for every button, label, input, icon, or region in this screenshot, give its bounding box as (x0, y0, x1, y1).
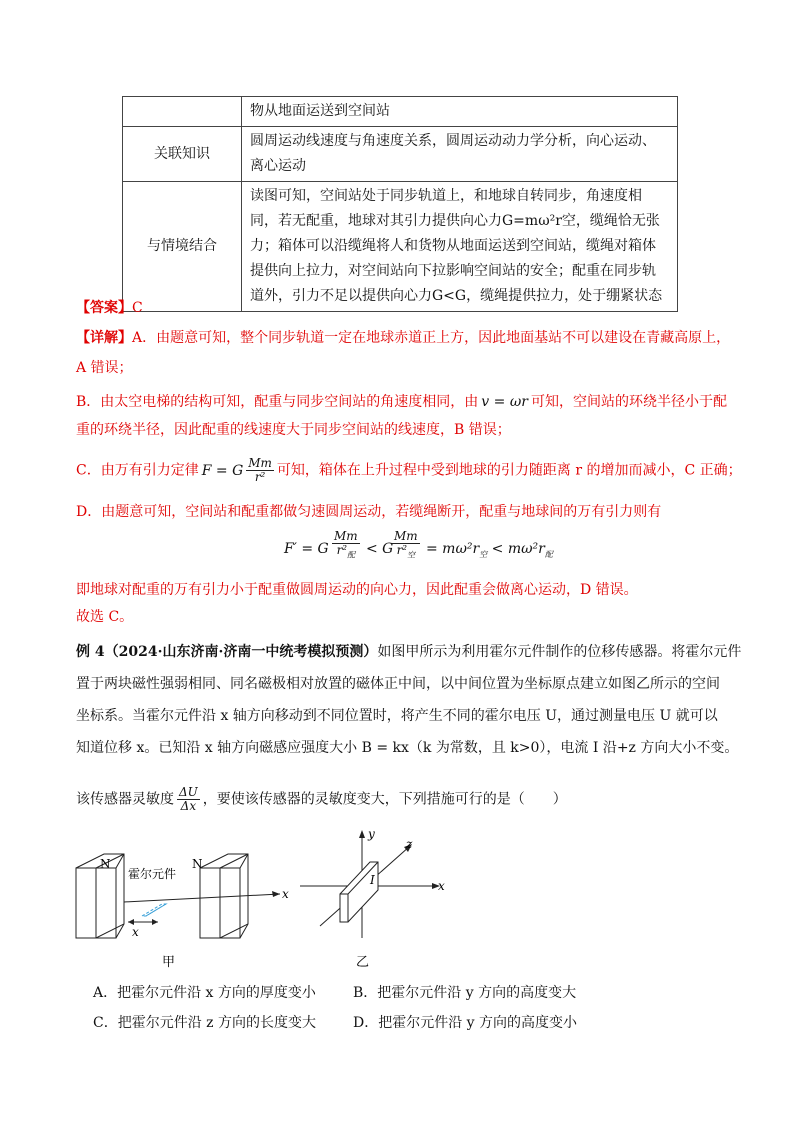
pole-right-label: N (192, 857, 203, 871)
example-line-1 (76, 642, 741, 662)
pole-left-label: N (100, 857, 111, 871)
answer-label: 【答案】 (76, 300, 132, 316)
example-line-4: 知道位移 x。已知沿 x 轴方向磁感应强度大小 B = kx（k 为常数，且 k>0），电流 I 沿+z 方向大小不变。 (76, 740, 739, 756)
x-axis-jia (124, 894, 280, 902)
detail-d-line-1: D．由题意可知，空间站和配重都做匀速圆周运动，若缆绳断开，配重与地球间的万有引力则有 (76, 504, 662, 520)
table-row-label: 与情境结合 (123, 182, 242, 312)
hall-element-shape (142, 904, 166, 916)
detail-d-line-2: 即地球对配重的万有引力小于配重做圆周运动的向心力，因此配重会做离心运动，D 错误。 (76, 582, 638, 598)
detail-label: 【详解】 (76, 330, 132, 346)
detail-b-line-2: 重的环绕半径，因此配重的线速度大于同步空间站的线速度，B 错误； (76, 422, 511, 438)
table-row-label (123, 97, 242, 127)
sensitivity-numerator: ΔU (179, 785, 198, 799)
detail-c-pre: C．由万有引力定律 (76, 462, 199, 479)
fraction-denominator: r² (254, 470, 266, 484)
table-row-text: 读图可知，空间站处于同步轨道上，和地球自转同步，角速度相同，若无配重，地球对其引力提供向心力G=mω²r空，缆绳恰无张力；箱体可以沿缆绳将人和货物从地面运送到空间站，缆绳对箱体提供向上拉力，对空间站向下拉影响空间站的安全；配重在同步轨道外，引力不足以提供向心力G<G，缆绳提供拉力，处于绷紧状态 (242, 182, 678, 312)
x-axis-label-yi: x (438, 879, 445, 893)
formula-v-omega-r: v = ωr (481, 394, 528, 410)
z-axis-label: z (406, 837, 413, 851)
hall-element-box (340, 862, 378, 922)
option-c: C．把霍尔元件沿 z 方向的长度变大 (93, 1015, 316, 1031)
fraction-numerator: Mm (248, 456, 272, 470)
example-text-5-post: ，要使该传感器的灵敏度变大，下列措施可行的是（ ） (202, 791, 567, 808)
sensitivity-denominator: Δx (180, 799, 197, 813)
y-axis-label: y (368, 827, 375, 841)
table-row (123, 182, 678, 312)
x-axis-label-jia: x (282, 887, 289, 901)
displacement-arrow-head-right (152, 919, 158, 925)
sensitivity-fraction (177, 786, 200, 813)
option-b: B．把霍尔元件沿 y 方向的高度变大 (353, 985, 577, 1001)
hall-element-label: 霍尔元件 (128, 867, 177, 881)
displacement-label: x (132, 925, 139, 939)
table-row (123, 127, 678, 182)
detail-a-line-2: A 错误； (76, 360, 133, 376)
detail-b-line-1 (76, 392, 727, 412)
example-line-5 (76, 786, 567, 813)
figure-yi (290, 826, 460, 976)
option-a: A．把霍尔元件沿 x 方向的厚度变小 (93, 985, 316, 1001)
detail-a-line-1 (76, 328, 730, 348)
knowledge-table (122, 96, 678, 312)
detail-a-text: A．由题意可知，整个同步轨道一定在地球赤道正上方，因此地面基站不可以建设在青藏高原上， (132, 330, 731, 346)
example-text-5-pre: 该传感器灵敏度 (76, 791, 174, 808)
conclusion: 故选 C。 (76, 609, 134, 625)
example-line-3: 坐标系。当霍尔元件沿 x 轴方向移动到不同位置时，将产生不同的霍尔电压 U，通过测量电压 U 就可以 (76, 708, 718, 724)
detail-c-post: 可知，箱体在上升过程中受到地球的引力随距离 r 的增加而减小，C 正确； (276, 462, 742, 479)
example-text-1: 如图甲所示为利用霍尔元件制作的位移传感器。将霍尔元件 (377, 644, 742, 660)
option-d: D．把霍尔元件沿 y 方向的高度变小 (353, 1015, 578, 1031)
y-axis-arrow (359, 830, 365, 838)
current-label: I (370, 873, 375, 887)
detail-b-pre: B．由太空电梯的结构可知，配重与同步空间站的角速度相同，由 (76, 394, 479, 410)
example-line-2: 置于两块磁性强弱相同、同名磁极相对放置的磁体正中间，以中间位置为坐标原点建立如图乙所示的空间 (76, 676, 720, 692)
x-axis-arrow (272, 891, 280, 897)
table-row (123, 97, 678, 127)
detail-c-line (76, 457, 742, 484)
detail-b-post: 可知，空间站的环绕半径小于配 (530, 394, 727, 410)
answer-value: C (132, 300, 143, 316)
formula-gravity-fraction (246, 457, 274, 484)
formula-gravity-left: F = G (201, 462, 244, 479)
figure-jia (70, 846, 300, 976)
example-title: 例 4（2024·山东济南·济南一中统考模拟预测） (76, 644, 378, 660)
table-row-label: 关联知识 (123, 127, 242, 182)
figure-caption-jia: 甲 (162, 955, 176, 970)
figure-caption-yi: 乙 (356, 955, 370, 970)
answer-line (76, 298, 143, 318)
table-row-text: 物从地面运送到空间站 (242, 97, 678, 127)
table-row-text: 圆周运动线速度与角速度关系，圆周运动动力学分析，向心运动、离心运动 (242, 127, 678, 182)
